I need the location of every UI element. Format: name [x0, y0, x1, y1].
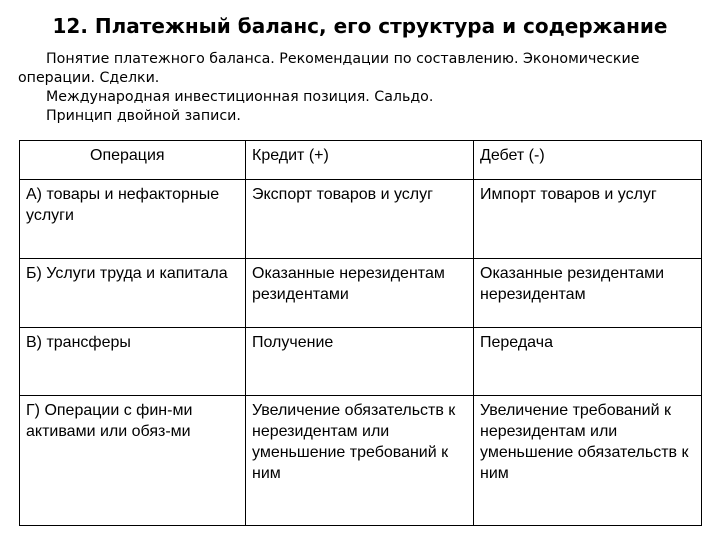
page-title: 12. Платежный баланс, его структура и содержание — [52, 14, 668, 38]
header-operation: Операция — [20, 141, 246, 180]
balance-table — [19, 140, 702, 526]
table-row — [20, 328, 702, 396]
table-row — [20, 180, 702, 259]
cell-debit: Передача — [474, 328, 702, 396]
header-credit: Кредит (+) — [246, 141, 474, 180]
cell-credit: Увеличение обязательств к нерезидентам или уменьшение требований к ним — [246, 396, 474, 526]
intro-line: Понятие платежного баланса. Рекомендации по составлению. Экономические — [46, 51, 640, 67]
cell-credit: Получение — [246, 328, 474, 396]
intro-text — [18, 50, 708, 126]
intro-line: Международная инвестиционная позиция. Сальдо. — [46, 89, 434, 105]
cell-debit: Оказанные резидентами нерезидентам — [474, 259, 702, 328]
cell-operation: А) товары и нефакторные услуги — [20, 180, 246, 259]
cell-operation: Г) Операции с фин-ми активами или обяз-ми — [20, 396, 246, 526]
cell-debit: Импорт товаров и услуг — [474, 180, 702, 259]
table-header-row — [20, 141, 702, 180]
intro-line: Принцип двойной записи. — [46, 108, 241, 124]
cell-debit: Увеличение требований к нерезидентам или уменьшение обязательств к ним — [474, 396, 702, 526]
cell-credit: Оказанные нерезидентам резидентами — [246, 259, 474, 328]
cell-operation: В) трансферы — [20, 328, 246, 396]
intro-line: операции. Сделки. — [18, 70, 160, 86]
header-debit: Дебет (-) — [474, 141, 702, 180]
table-row — [20, 259, 702, 328]
table-row — [20, 396, 702, 526]
cell-operation: Б) Услуги труда и капитала — [20, 259, 246, 328]
cell-credit: Экспорт товаров и услуг — [246, 180, 474, 259]
